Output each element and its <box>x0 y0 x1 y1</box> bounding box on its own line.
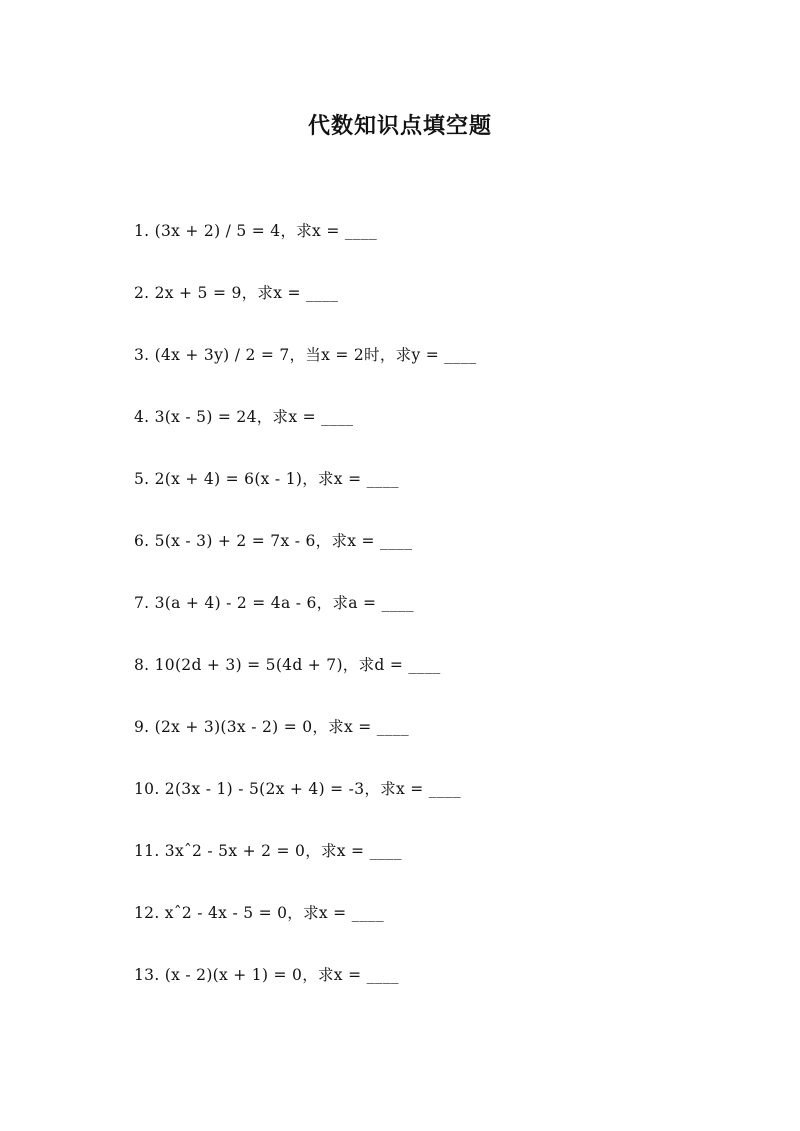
question-item: 2. 2x + 5 = 9，求x = ____ <box>134 284 339 302</box>
question-item: 3. (4x + 3y) / 2 = 7，当x = 2时，求y = ____ <box>134 346 477 364</box>
question-list <box>134 217 754 1023</box>
question-item: 6. 5(x - 3) + 2 = 7x - 6，求x = ____ <box>134 532 413 550</box>
question-item: 1. (3x + 2) / 5 = 4，求x = ____ <box>134 222 378 240</box>
question-item: 12. xˆ2 - 4x - 5 = 0，求x = ____ <box>134 904 384 922</box>
question-item: 11. 3xˆ2 - 5x + 2 = 0，求x = ____ <box>134 842 402 860</box>
question-item: 4. 3(x - 5) = 24，求x = ____ <box>134 408 354 426</box>
question-item: 10. 2(3x - 1) - 5(2x + 4) = -3，求x = ____ <box>134 780 461 798</box>
question-item: 5. 2(x + 4) = 6(x - 1)，求x = ____ <box>134 470 399 488</box>
question-item: 9. (2x + 3)(3x - 2) = 0，求x = ____ <box>134 718 409 736</box>
question-item: 8. 10(2d + 3) = 5(4d + 7)，求d = ____ <box>134 656 441 674</box>
page-title: 代数知识点填空题 <box>307 112 492 139</box>
question-item: 13. (x - 2)(x + 1) = 0，求x = ____ <box>134 966 399 984</box>
question-item: 7. 3(a + 4) - 2 = 4a - 6，求a = ____ <box>134 594 414 612</box>
